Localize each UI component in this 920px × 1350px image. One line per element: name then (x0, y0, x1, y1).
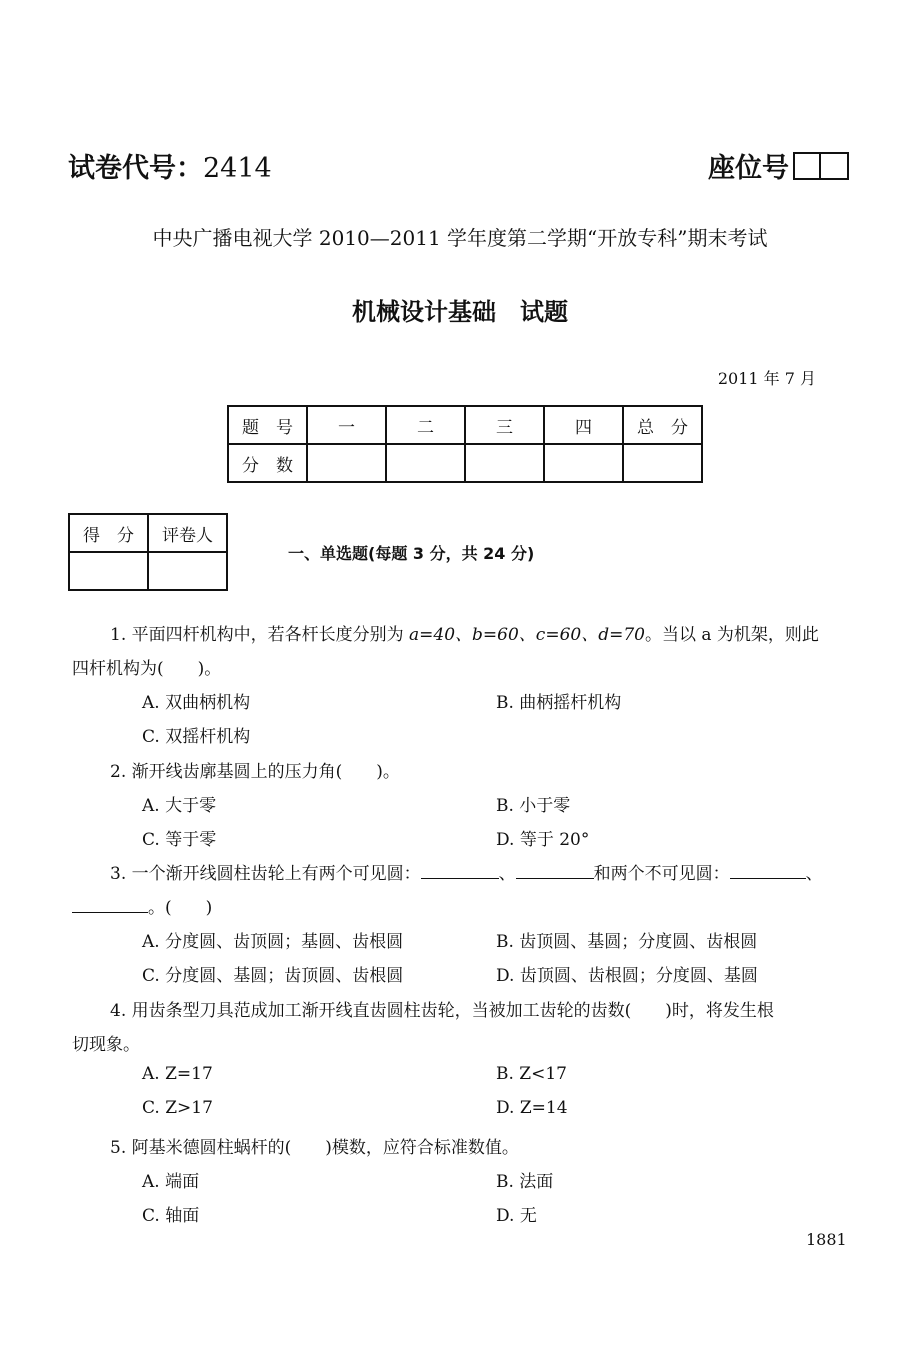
score-header-3: 三 (465, 406, 544, 444)
score-table (227, 405, 703, 483)
seat-box-2[interactable] (821, 152, 849, 180)
question-2-option-a[interactable]: A. 大于零 (142, 796, 217, 816)
question-3-tail: 。( ) (148, 898, 213, 918)
exam-date: 2011 年 7 月 (717, 369, 816, 388)
question-2-option-b[interactable]: B. 小于零 (496, 796, 571, 816)
question-4-line-1: 4. 用齿条型刀具范成加工渐开线直齿圆柱齿轮，当被加工齿轮的齿数( )时，将发生根 (110, 1001, 774, 1021)
question-3-stem: 3. 一个渐开线圆柱齿轮上有两个可见圆： (110, 864, 421, 884)
score-header-label: 题 号 (228, 406, 307, 444)
grader-score-header: 得 分 (69, 514, 148, 552)
question-4-option-a[interactable]: A. Z=17 (142, 1064, 213, 1084)
question-3-line-1 (110, 859, 823, 884)
question-2-option-d[interactable]: D. 等于 20° (496, 830, 590, 850)
question-1-option-b[interactable]: B. 曲柄摇杆机构 (496, 693, 622, 713)
question-5-text: 5. 阿基米德圆柱蜗杆的( )模数，应符合标准数值。 (110, 1138, 519, 1158)
course-title: 机械设计基础 试题 (352, 298, 568, 326)
question-5-option-a[interactable]: A. 端面 (142, 1172, 200, 1192)
paper-code-number: 2414 (203, 153, 272, 184)
grader-name-header: 评卷人 (148, 514, 227, 552)
score-cell-total[interactable] (623, 444, 702, 482)
question-5-option-b[interactable]: B. 法面 (496, 1172, 554, 1192)
grader-name-cell[interactable] (148, 552, 227, 590)
question-3-blank-4[interactable] (72, 895, 148, 913)
question-2-text: 2. 渐开线齿廓基圆上的压力角( )。 (110, 762, 400, 782)
score-table-score-row (228, 444, 702, 482)
section-title: 一、单选题(每题 3 分，共 24 分) (288, 544, 535, 563)
question-4-option-d[interactable]: D. Z=14 (496, 1098, 568, 1118)
question-3-option-b[interactable]: B. 齿顶圆、基圆；分度圆、齿根圆 (496, 932, 758, 952)
question-3-line-2 (72, 893, 212, 918)
question-2-option-c[interactable]: C. 等于零 (142, 830, 217, 850)
score-cell-2[interactable] (386, 444, 465, 482)
score-cell-3[interactable] (465, 444, 544, 482)
question-1-line-2: 四杆机构为( )。 (72, 659, 222, 679)
question-1-stem-end: 。当以 a 为机架，则此 (644, 625, 819, 645)
seat-box-1[interactable] (793, 152, 821, 180)
exam-title: 中央广播电视大学 2010—2011 学年度第二学期“开放专科”期末考试 (152, 226, 768, 250)
question-1-option-c[interactable]: C. 双摇杆机构 (142, 727, 251, 747)
score-header-2: 二 (386, 406, 465, 444)
question-1-option-a[interactable]: A. 双曲柄机构 (142, 693, 251, 713)
score-table-header-row (228, 406, 702, 444)
score-cell-4[interactable] (544, 444, 623, 482)
seat-boxes[interactable] (793, 152, 849, 180)
score-header-1: 一 (307, 406, 386, 444)
seat-number (708, 146, 849, 185)
question-3-option-d[interactable]: D. 齿顶圆、齿根圆；分度圆、基圆 (496, 966, 758, 986)
question-3-blank-2[interactable] (516, 861, 594, 879)
question-3-option-c[interactable]: C. 分度圆、基圆；齿顶圆、齿根圆 (142, 966, 404, 986)
score-header-4: 四 (544, 406, 623, 444)
score-cell-1[interactable] (307, 444, 386, 482)
question-3-blank-1[interactable] (421, 861, 499, 879)
question-1-line-1 (110, 620, 819, 645)
paper-code-label: 试卷代号： (68, 153, 203, 184)
question-1-stem: 1. 平面四杆机构中，若各杆长度分别为 (110, 625, 410, 645)
score-header-total: 总 分 (623, 406, 702, 444)
question-1-vars: a=40、b=60、c=60、d=70 (409, 625, 645, 645)
seat-label: 座位号 (708, 153, 789, 184)
grader-table (68, 513, 228, 591)
question-5-option-c[interactable]: C. 轴面 (142, 1206, 200, 1226)
question-5-option-d[interactable]: D. 无 (496, 1206, 537, 1226)
question-3-blank-3[interactable] (730, 861, 806, 879)
question-4-option-c[interactable]: C. Z>17 (142, 1098, 213, 1118)
score-row-label: 分 数 (228, 444, 307, 482)
question-3-sep-2: 、 (805, 864, 823, 884)
question-4-option-b[interactable]: B. Z<17 (496, 1064, 567, 1084)
question-4-line-2: 切现象。 (72, 1035, 140, 1055)
page-number: 1881 (806, 1230, 847, 1249)
question-3-stem-mid: 和两个不可见圆： (593, 864, 730, 884)
question-3-option-a[interactable]: A. 分度圆、齿顶圆；基圆、齿根圆 (142, 932, 404, 952)
paper-code (68, 146, 272, 185)
question-3-sep-1: 、 (498, 864, 516, 884)
grader-score-cell[interactable] (69, 552, 148, 590)
